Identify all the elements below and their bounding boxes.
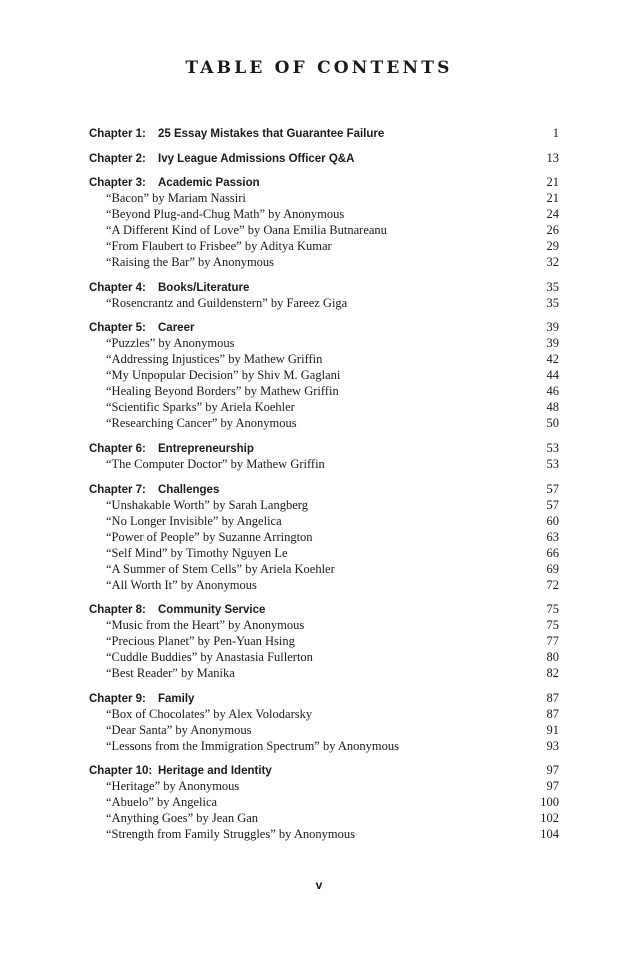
essay-page-number: 29: [546, 239, 559, 254]
chapter-heading: [89, 691, 194, 707]
chapter-page-number: 87: [546, 690, 559, 705]
essay-page-number: 35: [546, 295, 559, 310]
essay-title: “From Flaubert to Frisbee” by Aditya Kumar: [106, 239, 332, 254]
essay-row[interactable]: [89, 529, 559, 545]
essay-title: “Beyond Plug-and-Chug Math” by Anonymous: [106, 207, 345, 222]
essay-row[interactable]: [89, 810, 559, 826]
essay-row[interactable]: [89, 561, 559, 577]
chapter-heading: [89, 151, 354, 167]
essay-title: “Anything Goes” by Jean Gan: [106, 811, 259, 826]
chapter-label: Chapter 7:: [89, 483, 146, 496]
essay-page-number: 26: [546, 223, 559, 238]
essay-page-number: 82: [546, 666, 559, 681]
essay-row[interactable]: [89, 399, 559, 415]
essay-title: “Best Reader” by Manika: [106, 666, 235, 681]
chapter-row[interactable]: [89, 174, 559, 190]
essay-title: “Box of Chocolates” by Alex Volodarsky: [106, 706, 313, 721]
chapter-label: Chapter 6:: [89, 442, 146, 455]
essay-page-number: 44: [546, 368, 559, 383]
essay-title: “Dear Santa” by Anonymous: [106, 722, 252, 737]
chapter-title: Heritage and Identity: [158, 765, 272, 778]
essay-page-number: 63: [546, 529, 559, 544]
chapter-block: [89, 690, 559, 754]
table-of-contents: [89, 125, 559, 851]
essay-row[interactable]: [89, 649, 559, 665]
essay-page-number: 21: [546, 191, 559, 206]
essay-row[interactable]: [89, 415, 559, 431]
chapter-page-number: 21: [546, 175, 559, 190]
essay-row[interactable]: [89, 190, 559, 206]
chapter-label: Chapter 10:: [89, 765, 153, 778]
chapter-page-number: 35: [546, 279, 559, 294]
essay-row[interactable]: [89, 254, 559, 270]
essay-title: “Heritage” by Anonymous: [106, 779, 240, 794]
chapter-title: Academic Passion: [158, 177, 260, 190]
essay-page-number: 32: [546, 255, 559, 270]
essay-title: “All Worth It” by Anonymous: [106, 577, 257, 592]
chapter-title: Family: [158, 692, 195, 705]
chapter-row[interactable]: [89, 319, 559, 335]
chapter-title: Career: [158, 322, 195, 335]
chapter-block: [89, 440, 559, 472]
essay-page-number: 50: [546, 416, 559, 431]
page-number: v: [315, 878, 323, 892]
essay-row[interactable]: [89, 545, 559, 561]
chapter-row[interactable]: [89, 125, 559, 141]
essay-page-number: 42: [546, 352, 559, 367]
chapter-page-number: 57: [546, 481, 559, 496]
chapter-row[interactable]: [89, 481, 559, 497]
essay-page-number: 93: [546, 738, 559, 753]
essay-title: “Self Mind” by Timothy Nguyen Le: [106, 545, 288, 560]
essay-page-number: 91: [546, 722, 559, 737]
essay-row[interactable]: [89, 367, 559, 383]
chapter-block: [89, 150, 559, 166]
chapter-title: Challenges: [158, 483, 220, 496]
chapter-block: [89, 481, 559, 593]
essay-title: “Unshakable Worth” by Sarah Langberg: [106, 497, 308, 512]
chapter-block: [89, 279, 559, 311]
chapter-page-number: 39: [546, 320, 559, 335]
essay-page-number: 104: [540, 827, 559, 842]
chapter-block: [89, 601, 559, 681]
essay-page-number: 77: [546, 634, 559, 649]
chapter-heading: [89, 482, 219, 498]
chapter-page-number: 1: [552, 126, 559, 140]
essay-page-number: 57: [546, 497, 559, 512]
essay-row[interactable]: [89, 222, 559, 238]
essay-row[interactable]: [89, 577, 559, 593]
essay-page-number: 100: [540, 795, 559, 810]
essay-row[interactable]: [89, 706, 559, 722]
essay-page-number: 53: [546, 456, 559, 471]
chapter-heading: [89, 602, 265, 618]
essay-title: “Rosencrantz and Guildenstern” by Fareez Giga: [106, 295, 348, 310]
chapter-row[interactable]: [89, 279, 559, 295]
essay-page-number: 66: [546, 545, 559, 560]
chapter-row[interactable]: [89, 690, 559, 706]
essay-title: “Healing Beyond Borders” by Mathew Griffin: [106, 384, 339, 399]
essay-title: “A Different Kind of Love” by Oana Emilia Butnareanu: [106, 223, 387, 238]
essay-row[interactable]: [89, 206, 559, 222]
essay-page-number: 39: [546, 336, 559, 351]
essay-title: “Cuddle Buddies” by Anastasia Fullerton: [106, 650, 313, 665]
essay-page-number: 60: [546, 513, 559, 528]
essay-row[interactable]: [89, 335, 559, 351]
chapter-heading: [89, 175, 260, 191]
chapter-block: [89, 319, 559, 431]
essay-title: “Strength from Family Struggles” by Anonymous: [106, 827, 355, 842]
chapter-label: Chapter 1:: [89, 128, 146, 140]
chapter-heading: [89, 320, 194, 336]
essay-page-number: 102: [540, 811, 559, 826]
chapter-label: Chapter 3:: [89, 177, 146, 190]
essay-title: “Lessons from the Immigration Spectrum” by Anonymous: [106, 738, 400, 753]
essay-title: “Power of People” by Suzanne Arrington: [106, 529, 313, 544]
chapter-page-number: 13: [546, 150, 559, 165]
chapter-title: Books/Literature: [158, 281, 250, 294]
chapter-heading: [89, 763, 272, 779]
chapter-label: Chapter 8:: [89, 604, 146, 617]
essay-title: “Bacon” by Mariam Nassiri: [106, 191, 246, 206]
chapter-row[interactable]: [89, 601, 559, 617]
essay-title: “Addressing Injustices” by Mathew Griffin: [106, 352, 323, 367]
chapter-title: Community Service: [158, 604, 266, 617]
essay-page-number: 97: [546, 779, 559, 794]
chapter-label: Chapter 5:: [89, 322, 146, 335]
essay-row[interactable]: [89, 826, 559, 842]
essay-row[interactable]: [89, 665, 559, 681]
essay-row[interactable]: [89, 778, 559, 794]
chapter-heading: [89, 280, 249, 296]
chapter-label: Chapter 2:: [89, 152, 146, 165]
essay-row[interactable]: [89, 722, 559, 738]
chapter-block: [89, 762, 559, 842]
chapter-row[interactable]: [89, 762, 559, 778]
essay-row[interactable]: [89, 456, 559, 472]
essay-page-number: 75: [546, 618, 559, 633]
chapter-label: Chapter 9:: [89, 692, 146, 705]
essay-title: “No Longer Invisible” by Angelica: [106, 513, 282, 528]
essay-row[interactable]: [89, 351, 559, 367]
chapter-block: [89, 174, 559, 270]
essay-title: “Raising the Bar” by Anonymous: [106, 255, 275, 270]
essay-page-number: 80: [546, 650, 559, 665]
chapter-page-number: 75: [546, 602, 559, 617]
chapter-block: [89, 125, 559, 141]
chapter-title: Ivy League Admissions Officer Q&A: [158, 152, 355, 165]
essay-page-number: 72: [546, 577, 559, 592]
chapter-title: Entrepreneurship: [158, 442, 254, 455]
essay-row[interactable]: [89, 238, 559, 254]
essay-page-number: 46: [546, 384, 559, 399]
chapter-page-number: 97: [546, 763, 559, 778]
essay-row[interactable]: [89, 794, 559, 810]
essay-title: “A Summer of Stem Cells” by Ariela Koehler: [106, 561, 335, 576]
essay-title: “Precious Planet” by Pen-Yuan Hsing: [106, 634, 295, 649]
essay-page-number: 69: [546, 561, 559, 576]
page-title: TABLE OF CONTENTS: [185, 58, 453, 78]
essay-row[interactable]: [89, 295, 559, 311]
essay-row[interactable]: [89, 513, 559, 529]
essay-row[interactable]: [89, 383, 559, 399]
essay-row[interactable]: [89, 617, 559, 633]
essay-row[interactable]: [89, 738, 559, 754]
essay-row[interactable]: [89, 633, 559, 649]
chapter-heading: [89, 126, 384, 142]
chapter-page-number: 53: [546, 440, 559, 455]
chapter-label: Chapter 4:: [89, 281, 146, 294]
essay-title: “Researching Cancer” by Anonymous: [106, 416, 297, 431]
essay-title: “Scientific Sparks” by Ariela Koehler: [106, 400, 295, 415]
essay-row[interactable]: [89, 497, 559, 513]
essay-page-number: 48: [546, 400, 559, 415]
essay-title: “My Unpopular Decision” by Shiv M. Gaglani: [106, 368, 341, 383]
essay-title: “Puzzles” by Anonymous: [106, 336, 235, 351]
chapter-row[interactable]: [89, 150, 559, 166]
chapter-title: 25 Essay Mistakes that Guarantee Failure: [158, 128, 385, 140]
essay-page-number: 87: [546, 706, 559, 721]
chapter-heading: [89, 441, 254, 457]
essay-title: “Abuelo” by Angelica: [106, 795, 218, 810]
essay-page-number: 24: [546, 207, 559, 222]
essay-title: “Music from the Heart” by Anonymous: [106, 618, 305, 633]
chapter-row[interactable]: [89, 440, 559, 456]
essay-title: “The Computer Doctor” by Mathew Griffin: [106, 456, 325, 471]
